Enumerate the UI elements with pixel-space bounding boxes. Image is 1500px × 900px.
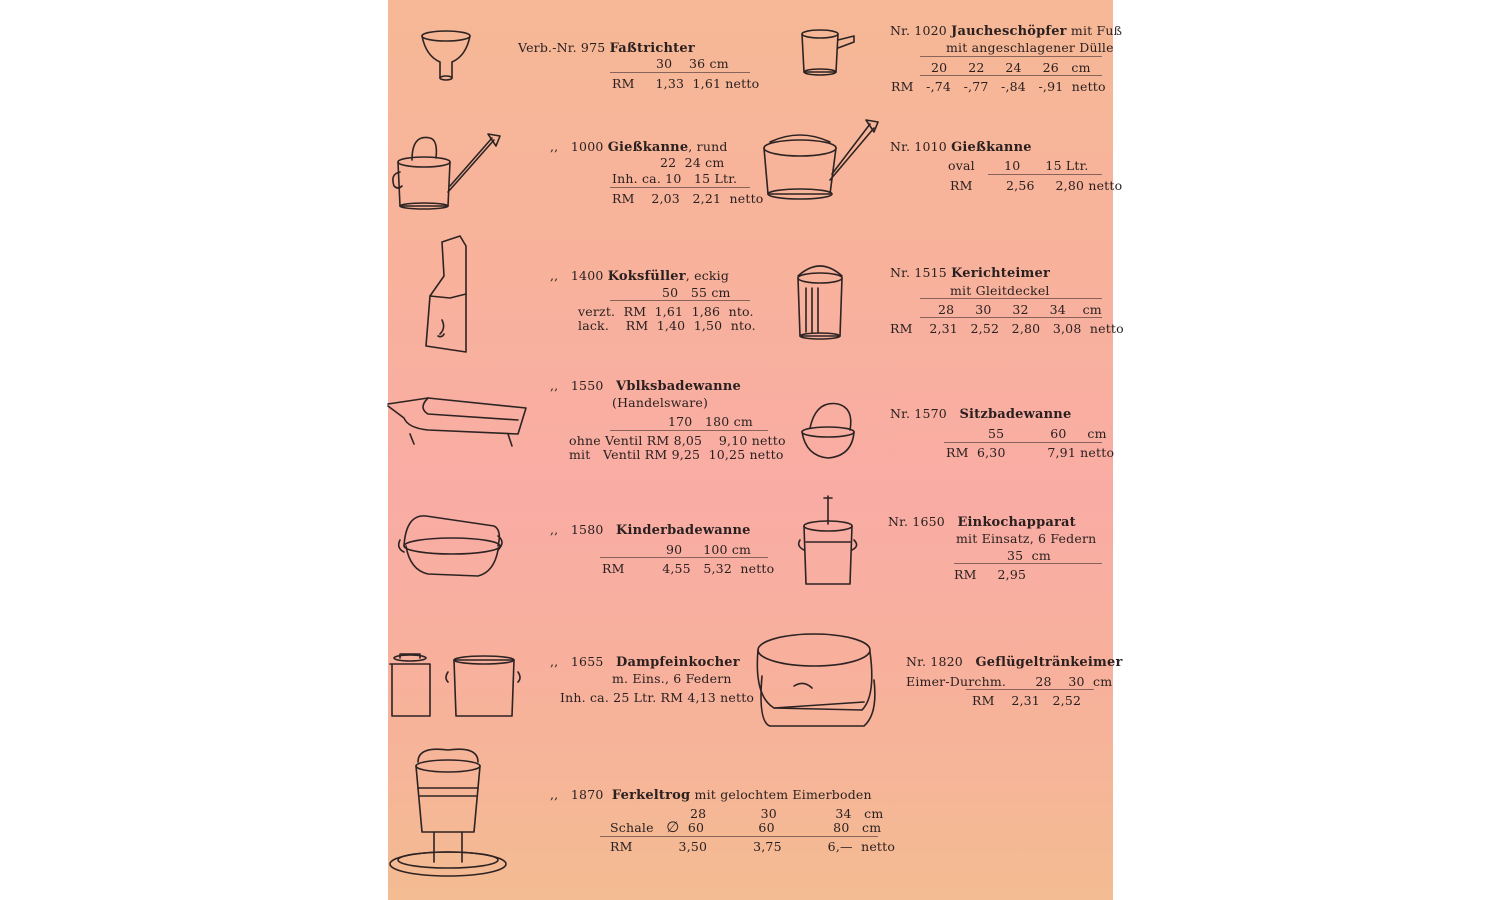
item-1515-sizes: 28 30 32 34 cm xyxy=(938,302,1102,317)
item-1550-row-mit: mit Ventil RM 9,25 10,25 netto xyxy=(569,447,784,462)
item-1010-header: Nr. 1010 Gießkanne xyxy=(890,139,1032,155)
poultry-bucket-illustration xyxy=(754,626,884,732)
item-1570-sizes: 55 60 cm xyxy=(988,426,1107,441)
item-975-prices: RM 1,33 1,61 netto xyxy=(612,76,760,91)
item-1550-row-ohne: ohne Ventil RM 8,05 9,10 netto xyxy=(569,433,786,448)
ladle-illustration xyxy=(798,26,858,80)
item-1010-sizes: oval 10 15 Ltr. xyxy=(948,158,1089,173)
item-1000-header: ,, 1000 Gießkanne, rund xyxy=(550,139,728,155)
item-1020-sizes: 20 22 24 26 cm xyxy=(931,60,1091,75)
item-1400-row-verzt: verzt. RM 1,61 1,86 nto. xyxy=(578,304,754,319)
item-1550-sub: (Handelsware) xyxy=(612,395,709,410)
item-1870-schale: Schale ∅ 60 60 80 cm xyxy=(610,818,882,836)
item-1870-sizes: 28 30 34 cm xyxy=(690,806,884,821)
item-1650-prices: RM 2,95 xyxy=(954,567,1027,582)
item-1010-prices: RM 2,56 2,80 netto xyxy=(950,178,1123,193)
item-1550-header: ,, 1550 Vblksbadewanne xyxy=(550,378,741,394)
oval-watering-can-illustration xyxy=(760,118,880,202)
item-1000-prices: RM 2,03 2,21 netto xyxy=(612,191,764,206)
coal-scuttle-illustration xyxy=(420,236,480,356)
item-1650-header: Nr. 1650 Einkochapparat xyxy=(888,514,1076,530)
refuse-bucket-illustration xyxy=(792,256,848,342)
catalog-page xyxy=(388,0,1124,900)
steam-cooker-illustration xyxy=(388,650,523,722)
watering-can-illustration xyxy=(390,128,505,210)
hip-bath-illustration xyxy=(798,402,860,464)
item-1400-row-lack: lack. RM 1,40 1,50 nto. xyxy=(578,318,756,333)
funnel-illustration xyxy=(418,28,478,88)
preserving-pot-illustration xyxy=(798,494,860,588)
item-1570-header: Nr. 1570 Sitzbadewanne xyxy=(890,406,1072,422)
child-bathtub-illustration xyxy=(398,506,508,578)
item-1515-sub: mit Gleitdeckel xyxy=(950,283,1050,298)
item-1400-header: ,, 1400 Koksfüller, eckig xyxy=(550,268,730,284)
item-1650-sizes: 35 cm xyxy=(1007,548,1051,563)
item-1870-header: ,, 1870 Ferkeltrog mit gelochtem Eimerboden xyxy=(550,787,872,803)
piglet-trough-illustration xyxy=(388,752,508,882)
item-1820-sizes: Eimer-Durchm. 28 30 cm xyxy=(906,674,1113,689)
item-1655-header: ,, 1655 Dampfeinkocher xyxy=(550,654,740,670)
item-1515-header: Nr. 1515 Kerichteimer xyxy=(890,265,1051,281)
item-1515-prices: RM 2,31 2,52 2,80 3,08 netto xyxy=(890,321,1124,336)
item-975-header: Verb.-Nr. 975 Faßtrichter xyxy=(518,40,695,56)
item-1655-sub: m. Eins., 6 Federn xyxy=(612,671,732,686)
item-1550-sizes: 170 180 cm xyxy=(668,414,753,429)
item-1000-inh: Inh. ca. 10 15 Ltr. xyxy=(612,171,738,186)
bathtub-illustration xyxy=(388,394,528,452)
item-1580-prices: RM 4,55 5,32 netto xyxy=(602,561,775,576)
item-1655-extra: Inh. ca. 25 Ltr. RM 4,13 netto xyxy=(560,690,755,705)
item-1020-sub: mit angeschlagener Dülle xyxy=(946,40,1114,55)
item-1580-sizes: 90 100 cm xyxy=(666,542,752,557)
item-975-sizes: 30 36 cm xyxy=(656,56,729,71)
item-1020-header: Nr. 1020 Jaucheschöpfer mit Fuß xyxy=(890,23,1123,39)
item-1580-header: ,, 1580 Kinderbadewanne xyxy=(550,522,751,538)
item-1820-header: Nr. 1820 Geflügeltränkeimer xyxy=(906,654,1123,670)
item-1870-prices: RM 3,50 3,75 6,— netto xyxy=(610,839,896,854)
item-1000-sizes: 22 24 cm xyxy=(660,155,725,170)
item-1820-prices: RM 2,31 2,52 xyxy=(972,693,1082,708)
item-1400-sizes: 50 55 cm xyxy=(662,285,731,300)
item-1650-sub: mit Einsatz, 6 Federn xyxy=(956,531,1097,546)
item-1020-prices: RM -,74 -,77 -,84 -,91 netto xyxy=(891,79,1106,94)
item-1570-prices: RM 6,30 7,91 netto xyxy=(946,445,1115,460)
